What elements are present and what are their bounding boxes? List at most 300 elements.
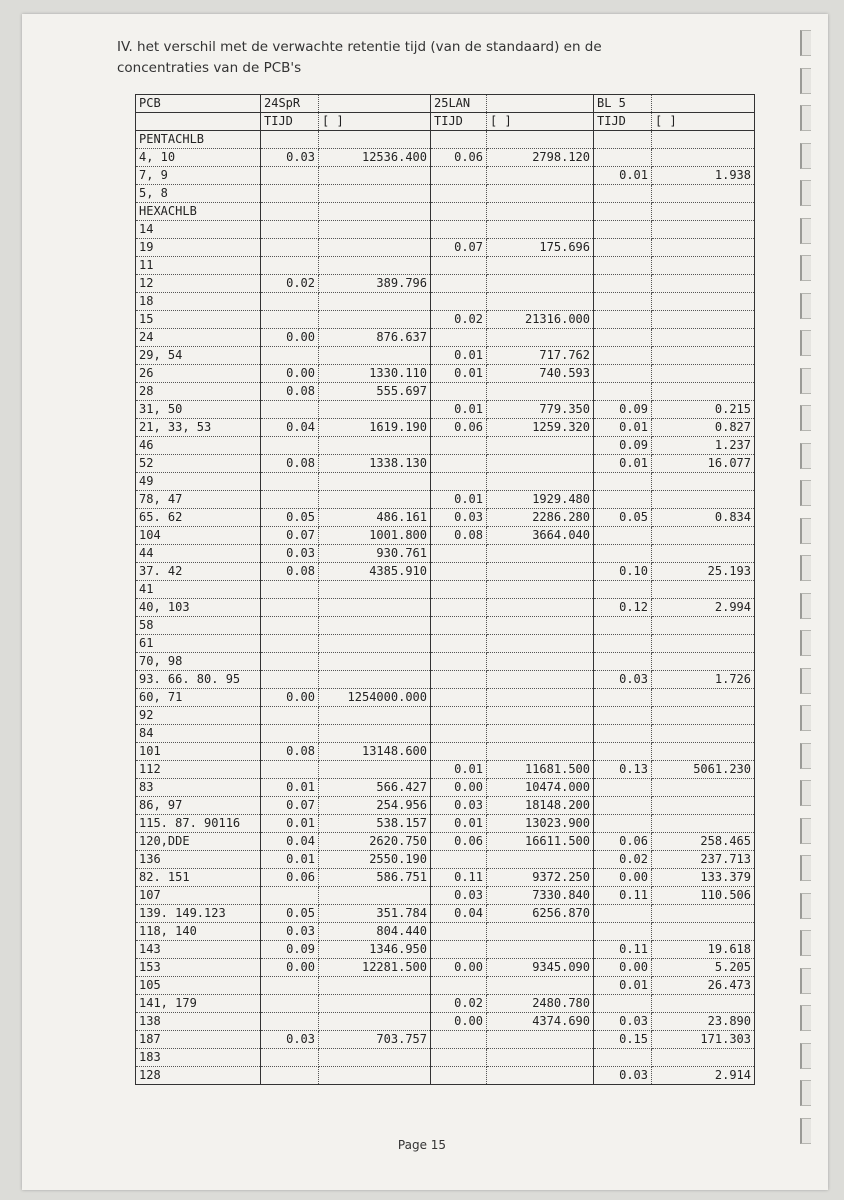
table-cell: 46 bbox=[136, 437, 261, 455]
table-cell: 4, 10 bbox=[136, 149, 261, 167]
table-cell bbox=[431, 851, 487, 869]
table-cell: 86, 97 bbox=[136, 797, 261, 815]
table-cell bbox=[431, 599, 487, 617]
table-cell bbox=[652, 275, 755, 293]
table-cell: 139. 149.123 bbox=[136, 905, 261, 923]
table-cell: 101 bbox=[136, 743, 261, 761]
table-cell: [ ] bbox=[487, 113, 594, 131]
table-cell bbox=[431, 473, 487, 491]
table-cell: 2480.780 bbox=[487, 995, 594, 1013]
table-cell: 2.914 bbox=[652, 1067, 755, 1085]
table-row bbox=[136, 149, 755, 167]
table-cell: 779.350 bbox=[487, 401, 594, 419]
table-cell: 0.10 bbox=[594, 563, 652, 581]
table-cell bbox=[652, 581, 755, 599]
table-cell bbox=[261, 437, 319, 455]
table-row bbox=[136, 1067, 755, 1085]
table-cell: 21316.000 bbox=[487, 311, 594, 329]
table-cell bbox=[431, 185, 487, 203]
table-cell bbox=[261, 239, 319, 257]
table-cell bbox=[594, 905, 652, 923]
table-cell: 0.00 bbox=[261, 689, 319, 707]
table-cell: 15 bbox=[136, 311, 261, 329]
table-cell: 29, 54 bbox=[136, 347, 261, 365]
table-cell bbox=[431, 437, 487, 455]
table-cell: 141, 179 bbox=[136, 995, 261, 1013]
table-cell bbox=[319, 1049, 431, 1067]
table-row bbox=[136, 509, 755, 527]
table-cell bbox=[652, 491, 755, 509]
table-cell bbox=[319, 491, 431, 509]
table-cell: 5.205 bbox=[652, 959, 755, 977]
table-cell bbox=[431, 635, 487, 653]
table-cell bbox=[594, 473, 652, 491]
table-row bbox=[136, 221, 755, 239]
table-cell bbox=[319, 131, 431, 149]
table-cell bbox=[261, 293, 319, 311]
table-cell bbox=[431, 941, 487, 959]
table-cell bbox=[652, 347, 755, 365]
table-cell bbox=[431, 1031, 487, 1049]
table-cell bbox=[431, 221, 487, 239]
table-row bbox=[136, 1013, 755, 1031]
table-cell bbox=[652, 779, 755, 797]
table-cell bbox=[261, 671, 319, 689]
table-cell bbox=[487, 743, 594, 761]
table-cell bbox=[487, 617, 594, 635]
table-row bbox=[136, 563, 755, 581]
heading-line-1: IV. het verschil met de verwachte retentie tijd (van de standaard) en de bbox=[117, 39, 602, 55]
table-cell bbox=[594, 275, 652, 293]
table-cell bbox=[319, 95, 431, 113]
table-cell: 0.08 bbox=[261, 743, 319, 761]
table-cell bbox=[261, 221, 319, 239]
table-cell: 0.01 bbox=[431, 347, 487, 365]
table-cell: 1338.130 bbox=[319, 455, 431, 473]
table-cell bbox=[261, 1013, 319, 1031]
table-cell bbox=[431, 923, 487, 941]
table-cell bbox=[431, 329, 487, 347]
table-cell bbox=[319, 617, 431, 635]
table-cell: 0.12 bbox=[594, 599, 652, 617]
table-row bbox=[136, 905, 755, 923]
table-cell: 16611.500 bbox=[487, 833, 594, 851]
table-cell: 187 bbox=[136, 1031, 261, 1049]
binder-ring bbox=[800, 855, 811, 881]
table-cell bbox=[487, 437, 594, 455]
table-cell: 16.077 bbox=[652, 455, 755, 473]
table-cell: 703.757 bbox=[319, 1031, 431, 1049]
table-cell bbox=[261, 707, 319, 725]
binder-ring bbox=[800, 1043, 811, 1069]
binder-ring bbox=[800, 1080, 811, 1106]
table-row bbox=[136, 671, 755, 689]
table-cell: 138 bbox=[136, 1013, 261, 1031]
table-cell bbox=[594, 365, 652, 383]
table-cell: 0.03 bbox=[431, 797, 487, 815]
table-cell: 3664.040 bbox=[487, 527, 594, 545]
table-cell bbox=[594, 653, 652, 671]
table-cell: 82. 151 bbox=[136, 869, 261, 887]
table-row bbox=[136, 599, 755, 617]
table-cell: 153 bbox=[136, 959, 261, 977]
table-cell bbox=[487, 977, 594, 995]
pcb-table bbox=[135, 94, 755, 1085]
table-cell: 0.01 bbox=[261, 851, 319, 869]
table-cell bbox=[319, 653, 431, 671]
table-row bbox=[136, 797, 755, 815]
table-cell bbox=[319, 437, 431, 455]
table-cell bbox=[261, 491, 319, 509]
table-cell: 12281.500 bbox=[319, 959, 431, 977]
table-cell bbox=[319, 311, 431, 329]
table-cell: 0.03 bbox=[594, 671, 652, 689]
page-heading bbox=[117, 37, 717, 79]
table-cell: 1346.950 bbox=[319, 941, 431, 959]
table-cell: 1001.800 bbox=[319, 527, 431, 545]
table-cell bbox=[319, 293, 431, 311]
table-cell bbox=[319, 257, 431, 275]
table-row bbox=[136, 329, 755, 347]
table-row bbox=[136, 851, 755, 869]
table-cell: 0.03 bbox=[261, 1031, 319, 1049]
table-cell: 11 bbox=[136, 257, 261, 275]
table-cell bbox=[319, 671, 431, 689]
table-cell: 24SpR bbox=[261, 95, 319, 113]
table-cell bbox=[652, 185, 755, 203]
table-cell: 0.00 bbox=[261, 959, 319, 977]
table-cell bbox=[487, 635, 594, 653]
table-cell: 5061.230 bbox=[652, 761, 755, 779]
table-cell: 0.03 bbox=[261, 923, 319, 941]
table-cell bbox=[652, 203, 755, 221]
table-cell: 92 bbox=[136, 707, 261, 725]
table-cell: 40, 103 bbox=[136, 599, 261, 617]
table-cell bbox=[594, 293, 652, 311]
binder-ring bbox=[800, 480, 811, 506]
table-cell bbox=[487, 941, 594, 959]
table-cell: 2550.190 bbox=[319, 851, 431, 869]
table-cell: 0.01 bbox=[431, 761, 487, 779]
table-cell: 389.796 bbox=[319, 275, 431, 293]
table-cell bbox=[431, 545, 487, 563]
table-cell bbox=[431, 689, 487, 707]
table-cell bbox=[487, 1067, 594, 1085]
binder-ring bbox=[800, 30, 811, 56]
table-cell: 83 bbox=[136, 779, 261, 797]
table-cell: 0.03 bbox=[261, 149, 319, 167]
table-cell bbox=[319, 473, 431, 491]
table-cell bbox=[487, 545, 594, 563]
table-cell bbox=[487, 383, 594, 401]
table-cell: 740.593 bbox=[487, 365, 594, 383]
table-cell bbox=[594, 743, 652, 761]
table-cell bbox=[261, 257, 319, 275]
table-cell: 0.02 bbox=[261, 275, 319, 293]
table-cell: 0.06 bbox=[431, 419, 487, 437]
binder-ring bbox=[800, 443, 811, 469]
table-cell bbox=[594, 635, 652, 653]
table-cell: 804.440 bbox=[319, 923, 431, 941]
table-cell: 1259.320 bbox=[487, 419, 594, 437]
table-cell: 0.03 bbox=[431, 887, 487, 905]
table-cell bbox=[319, 887, 431, 905]
table-cell: PENTACHLB bbox=[136, 131, 261, 149]
table-cell: BL 5 bbox=[594, 95, 652, 113]
table-cell bbox=[319, 761, 431, 779]
table-cell bbox=[594, 545, 652, 563]
table-cell: 254.956 bbox=[319, 797, 431, 815]
table-cell: 0.04 bbox=[431, 905, 487, 923]
table-cell bbox=[431, 581, 487, 599]
table-cell bbox=[652, 473, 755, 491]
table-cell bbox=[594, 995, 652, 1013]
table-cell bbox=[652, 815, 755, 833]
binder-ring bbox=[800, 368, 811, 394]
table-cell: 0.15 bbox=[594, 1031, 652, 1049]
table-cell bbox=[652, 797, 755, 815]
binder-ring bbox=[800, 518, 811, 544]
table-cell: 143 bbox=[136, 941, 261, 959]
table-cell bbox=[319, 401, 431, 419]
table-row bbox=[136, 653, 755, 671]
table-cell: 26 bbox=[136, 365, 261, 383]
table-cell bbox=[652, 329, 755, 347]
table-cell: 133.379 bbox=[652, 869, 755, 887]
table-cell: 1254000.000 bbox=[319, 689, 431, 707]
table-cell: 10474.000 bbox=[487, 779, 594, 797]
binder-ring bbox=[800, 255, 811, 281]
table-cell bbox=[431, 383, 487, 401]
table-cell: 717.762 bbox=[487, 347, 594, 365]
table-cell: 0.02 bbox=[431, 311, 487, 329]
table-cell: 21, 33, 53 bbox=[136, 419, 261, 437]
table-cell bbox=[652, 1049, 755, 1067]
table-cell: 58 bbox=[136, 617, 261, 635]
table-cell bbox=[594, 239, 652, 257]
table-cell bbox=[261, 581, 319, 599]
table-cell: 1.726 bbox=[652, 671, 755, 689]
binder-rings bbox=[800, 30, 814, 1140]
table-cell bbox=[261, 887, 319, 905]
table-cell: 0.06 bbox=[431, 149, 487, 167]
table-cell bbox=[487, 1031, 594, 1049]
table-cell: 586.751 bbox=[319, 869, 431, 887]
table-cell: 0.09 bbox=[594, 401, 652, 419]
table-cell: 13148.600 bbox=[319, 743, 431, 761]
table-cell bbox=[594, 347, 652, 365]
table-cell: 1330.110 bbox=[319, 365, 431, 383]
table-cell bbox=[261, 185, 319, 203]
table-cell bbox=[487, 329, 594, 347]
table-cell bbox=[594, 707, 652, 725]
table-cell: 107 bbox=[136, 887, 261, 905]
table-cell bbox=[261, 473, 319, 491]
table-cell bbox=[594, 923, 652, 941]
table-cell bbox=[487, 689, 594, 707]
table-cell bbox=[319, 185, 431, 203]
table-cell: 0.04 bbox=[261, 833, 319, 851]
table-cell bbox=[652, 995, 755, 1013]
binder-ring bbox=[800, 405, 811, 431]
table-cell: 49 bbox=[136, 473, 261, 491]
binder-ring bbox=[800, 705, 811, 731]
table-cell: 0.08 bbox=[261, 563, 319, 581]
table-cell bbox=[261, 1067, 319, 1085]
table-cell bbox=[652, 545, 755, 563]
table-cell bbox=[261, 653, 319, 671]
binder-ring bbox=[800, 330, 811, 356]
table-cell: 0.03 bbox=[594, 1013, 652, 1031]
table-cell bbox=[319, 581, 431, 599]
table-cell: 876.637 bbox=[319, 329, 431, 347]
table-cell bbox=[652, 311, 755, 329]
table-cell bbox=[652, 689, 755, 707]
table-cell: 0.03 bbox=[431, 509, 487, 527]
table-cell: 0.13 bbox=[594, 761, 652, 779]
table-cell: 128 bbox=[136, 1067, 261, 1085]
table-row bbox=[136, 743, 755, 761]
table-row bbox=[136, 419, 755, 437]
table-cell: 18 bbox=[136, 293, 261, 311]
table-cell bbox=[319, 1013, 431, 1031]
table-cell: 0.00 bbox=[594, 959, 652, 977]
table-cell: 0.00 bbox=[431, 959, 487, 977]
table-cell bbox=[652, 707, 755, 725]
binder-ring bbox=[800, 555, 811, 581]
table-cell: 258.465 bbox=[652, 833, 755, 851]
table-cell: 31, 50 bbox=[136, 401, 261, 419]
table-cell: 14 bbox=[136, 221, 261, 239]
table-cell: 0.11 bbox=[594, 887, 652, 905]
binder-ring bbox=[800, 668, 811, 694]
table-cell bbox=[652, 257, 755, 275]
table-cell: 25LAN bbox=[431, 95, 487, 113]
table-cell bbox=[487, 221, 594, 239]
table-row bbox=[136, 365, 755, 383]
table-cell: 9372.250 bbox=[487, 869, 594, 887]
table-cell bbox=[652, 383, 755, 401]
table-row bbox=[136, 581, 755, 599]
table-cell bbox=[319, 221, 431, 239]
table-cell: 104 bbox=[136, 527, 261, 545]
table-cell: 23.890 bbox=[652, 1013, 755, 1031]
table-cell: 7330.840 bbox=[487, 887, 594, 905]
table-cell: 120,DDE bbox=[136, 833, 261, 851]
table-cell bbox=[261, 617, 319, 635]
table-row bbox=[136, 887, 755, 905]
table-cell: 93. 66. 80. 95 bbox=[136, 671, 261, 689]
binder-ring bbox=[800, 293, 811, 319]
table-row bbox=[136, 617, 755, 635]
table-cell: 0.01 bbox=[431, 815, 487, 833]
table-cell bbox=[594, 257, 652, 275]
table-cell: 538.157 bbox=[319, 815, 431, 833]
table-cell bbox=[594, 221, 652, 239]
table-cell: 0.01 bbox=[261, 815, 319, 833]
table-cell: 7, 9 bbox=[136, 167, 261, 185]
table-cell: 555.697 bbox=[319, 383, 431, 401]
table-cell bbox=[652, 653, 755, 671]
table-cell: 28 bbox=[136, 383, 261, 401]
table-cell: 25.193 bbox=[652, 563, 755, 581]
table-row bbox=[136, 491, 755, 509]
table-cell bbox=[431, 293, 487, 311]
table-row bbox=[136, 275, 755, 293]
table-cell: 78, 47 bbox=[136, 491, 261, 509]
table-cell bbox=[652, 905, 755, 923]
table-cell bbox=[652, 131, 755, 149]
table-cell: 26.473 bbox=[652, 977, 755, 995]
table-cell bbox=[261, 311, 319, 329]
table-cell: 0.03 bbox=[261, 545, 319, 563]
table-cell: 566.427 bbox=[319, 779, 431, 797]
table-row bbox=[136, 779, 755, 797]
table-cell bbox=[431, 617, 487, 635]
table-cell: 13023.900 bbox=[487, 815, 594, 833]
table-cell bbox=[319, 599, 431, 617]
table-cell: 1.237 bbox=[652, 437, 755, 455]
table-cell: TIJD bbox=[594, 113, 652, 131]
table-cell bbox=[431, 977, 487, 995]
table-cell: 0.01 bbox=[431, 401, 487, 419]
table-cell bbox=[487, 167, 594, 185]
table-cell bbox=[261, 1049, 319, 1067]
table-cell bbox=[594, 617, 652, 635]
table-cell bbox=[431, 1067, 487, 1085]
table-cell: 0.01 bbox=[594, 167, 652, 185]
table-cell bbox=[431, 707, 487, 725]
table-cell: 0.07 bbox=[261, 797, 319, 815]
table-cell bbox=[652, 149, 755, 167]
table-row bbox=[136, 167, 755, 185]
table-cell bbox=[261, 977, 319, 995]
table-cell bbox=[487, 581, 594, 599]
table-cell bbox=[261, 995, 319, 1013]
table-cell: 11681.500 bbox=[487, 761, 594, 779]
table-cell: 0.00 bbox=[431, 779, 487, 797]
table-cell: 237.713 bbox=[652, 851, 755, 869]
binder-ring bbox=[800, 1005, 811, 1031]
table-cell: 9345.090 bbox=[487, 959, 594, 977]
table-row bbox=[136, 725, 755, 743]
table-cell: 0.00 bbox=[261, 365, 319, 383]
table-row bbox=[136, 833, 755, 851]
binder-ring bbox=[800, 218, 811, 244]
table-cell bbox=[594, 491, 652, 509]
table-cell bbox=[431, 1049, 487, 1067]
table-cell: 175.696 bbox=[487, 239, 594, 257]
table-cell bbox=[594, 185, 652, 203]
table-cell bbox=[319, 239, 431, 257]
table-row bbox=[136, 869, 755, 887]
table-cell bbox=[487, 563, 594, 581]
table-cell: 0.02 bbox=[594, 851, 652, 869]
table-row bbox=[136, 257, 755, 275]
table-cell: 0.01 bbox=[594, 977, 652, 995]
table-cell: 0.02 bbox=[431, 995, 487, 1013]
table-cell: 0.01 bbox=[431, 365, 487, 383]
binder-ring bbox=[800, 105, 811, 131]
table-cell bbox=[487, 203, 594, 221]
table-cell bbox=[487, 275, 594, 293]
table-row bbox=[136, 977, 755, 995]
table-cell: 0.834 bbox=[652, 509, 755, 527]
table-row bbox=[136, 455, 755, 473]
table-cell bbox=[487, 185, 594, 203]
table-cell: 0.09 bbox=[594, 437, 652, 455]
table-row bbox=[136, 203, 755, 221]
